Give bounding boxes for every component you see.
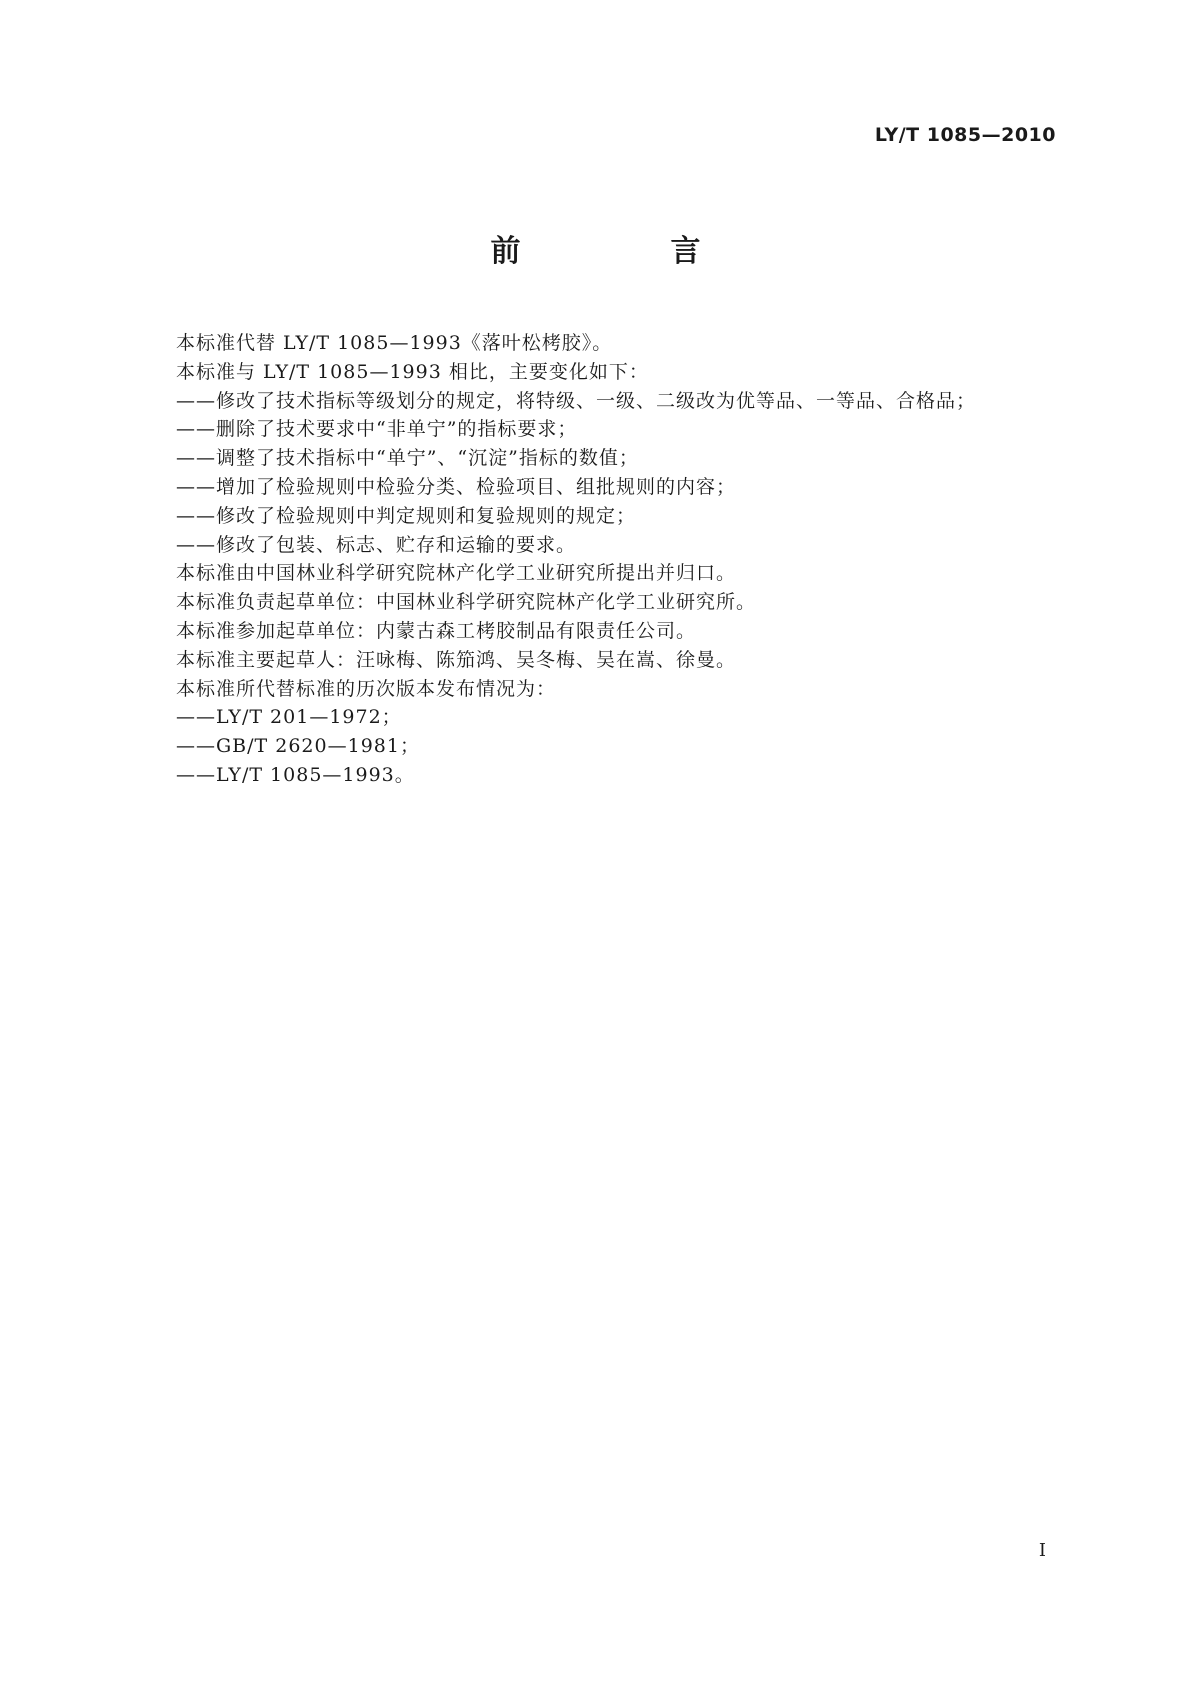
- body-line: 本标准负责起草单位：中国林业科学研究院林产化学工业研究所。: [176, 591, 757, 614]
- body-line: 本标准参加起草单位：内蒙古森工栲胶制品有限责任公司。: [176, 619, 697, 642]
- body-line: ——GB/T 2620—1981；: [176, 735, 420, 758]
- body-line: 本标准与 LY/T 1085—1993 相比，主要变化如下：: [176, 360, 649, 383]
- page-number: I: [1038, 1540, 1046, 1561]
- body-line: ——修改了检验规则中判定规则和复验规则的规定；: [176, 504, 637, 527]
- body-line: 本标准代替 LY/T 1085—1993《落叶松栲胶》。: [176, 332, 613, 354]
- body-line: ——删除了技术要求中“非单宁”的指标要求；: [176, 418, 578, 441]
- body-line: ——LY/T 201—1972；: [176, 706, 402, 729]
- body-line: ——修改了包装、标志、贮存和运输的要求。: [176, 533, 577, 556]
- body-line: ——LY/T 1085—1993。: [176, 763, 415, 786]
- body-line: 本标准由中国林业科学研究院林产化学工业研究所提出并归口。: [176, 562, 737, 585]
- page-title: 前 言: [490, 234, 761, 269]
- body-line: ——增加了检验规则中检验分类、检验项目、组批规则的内容；: [176, 475, 737, 498]
- body-line: ——调整了技术指标中“单宁”、“沉淀”指标的数值；: [176, 447, 639, 470]
- standard-code: LY/T 1085—2010: [874, 124, 1056, 146]
- body-line: 本标准所代替标准的历次版本发布情况为：: [176, 677, 557, 700]
- body-line: ——修改了技术指标等级划分的规定，将特级、一级、二级改为优等品、一等品、合格品；: [176, 389, 977, 412]
- body-line: 本标准主要起草人：汪咏梅、陈笳鸿、吴冬梅、吴在嵩、徐曼。: [176, 648, 737, 671]
- foreword-body: [176, 329, 1036, 790]
